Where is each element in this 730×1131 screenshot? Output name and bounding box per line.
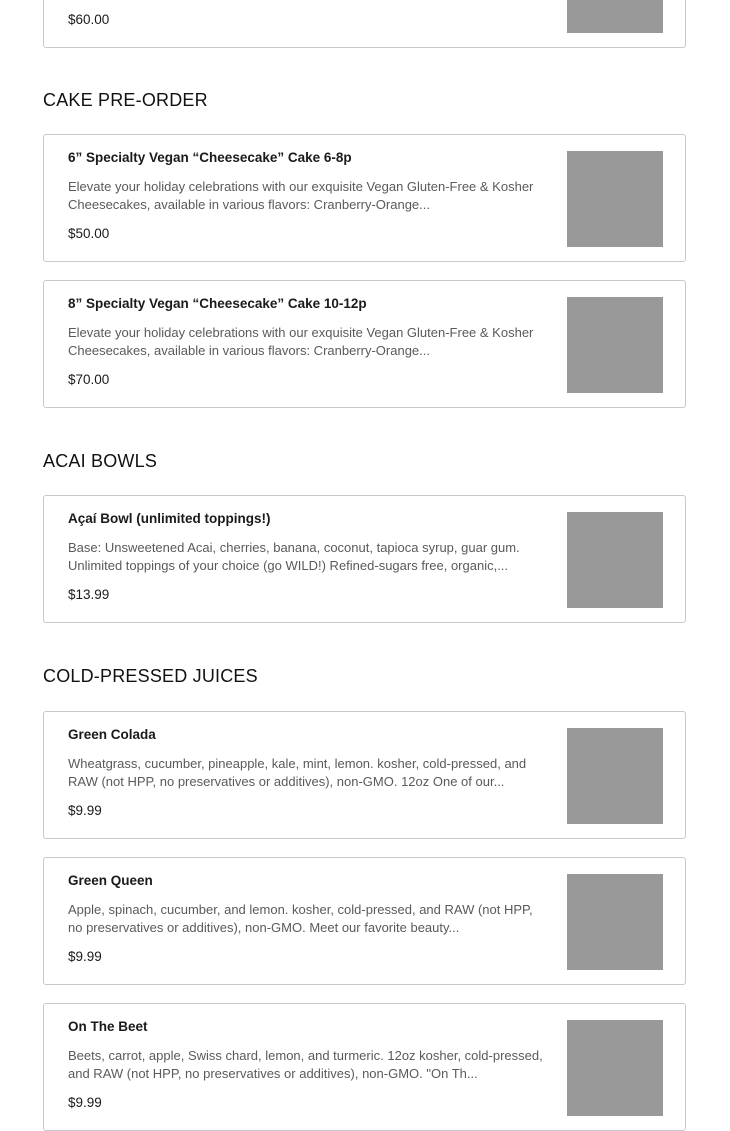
item-description: Elevate your holiday celebrations with our exquisite Vegan Gluten-Free & Kosher Cheesecakes, available in various flavors: Cranberry-Orange...	[68, 179, 534, 212]
item-image	[567, 0, 663, 33]
item-image	[567, 1020, 663, 1116]
item-name: Green Colada	[68, 727, 156, 742]
item-image	[567, 151, 663, 247]
item-image	[567, 297, 663, 393]
item-description: Wheatgrass, cucumber, pineapple, kale, mint, lemon. kosher, cold-pressed, and RAW (not HPP, no preservatives or additives), non-GMO. 12oz One of our...	[68, 756, 527, 789]
item-image	[567, 512, 663, 608]
item-price: $50.00	[68, 226, 110, 241]
menu-item-card[interactable]	[43, 711, 686, 839]
item-name: 8” Specialty Vegan “Cheesecake” Cake 10-12p	[68, 296, 367, 311]
item-name: 6” Specialty Vegan “Cheesecake” Cake 6-8p	[68, 150, 352, 165]
item-description: Elevate your holiday celebrations with our exquisite Vegan Gluten-Free & Kosher Cheesecakes, available in various flavors: Cranberry-Orange...	[68, 325, 534, 358]
item-name: Green Queen	[68, 873, 153, 888]
section-title-cake-pre-order: CAKE PRE-ORDER	[43, 90, 208, 110]
item-image	[567, 728, 663, 824]
item-price: $9.99	[68, 803, 102, 818]
item-image	[567, 874, 663, 970]
item-description: Beets, carrot, apple, Swiss chard, lemon, and turmeric. 12oz kosher, cold-pressed, and RAW (not HPP, no preservatives or additives), non-GMO. "On Th...	[68, 1048, 543, 1081]
item-price: $70.00	[68, 372, 110, 387]
item-price: $60.00	[68, 12, 110, 27]
item-price: $9.99	[68, 949, 102, 964]
menu-item-card[interactable]	[43, 495, 686, 623]
item-price: $13.99	[68, 587, 110, 602]
section-title-cold-pressed-juices: COLD-PRESSED JUICES	[43, 666, 258, 686]
menu-item-card[interactable]	[43, 280, 686, 408]
item-price: $9.99	[68, 1095, 102, 1110]
item-name: On The Beet	[68, 1019, 148, 1034]
item-description: Apple, spinach, cucumber, and lemon. kosher, cold-pressed, and RAW (not HPP, no preservatives or additives), non-GMO. Meet our favorite beauty...	[68, 902, 533, 935]
item-description: Base: Unsweetened Acai, cherries, banana, coconut, tapioca syrup, guar gum. Unlimited toppings of your choice (go WILD!) Refined-sugars free, organic,...	[68, 540, 520, 573]
menu-item-card[interactable]	[43, 0, 686, 48]
item-name: Açaí Bowl (unlimited toppings!)	[68, 511, 271, 526]
section-title-acai-bowls: ACAI BOWLS	[43, 451, 158, 471]
menu-item-card[interactable]	[43, 134, 686, 262]
menu-item-card[interactable]	[43, 1003, 686, 1131]
menu-item-card[interactable]	[43, 857, 686, 985]
